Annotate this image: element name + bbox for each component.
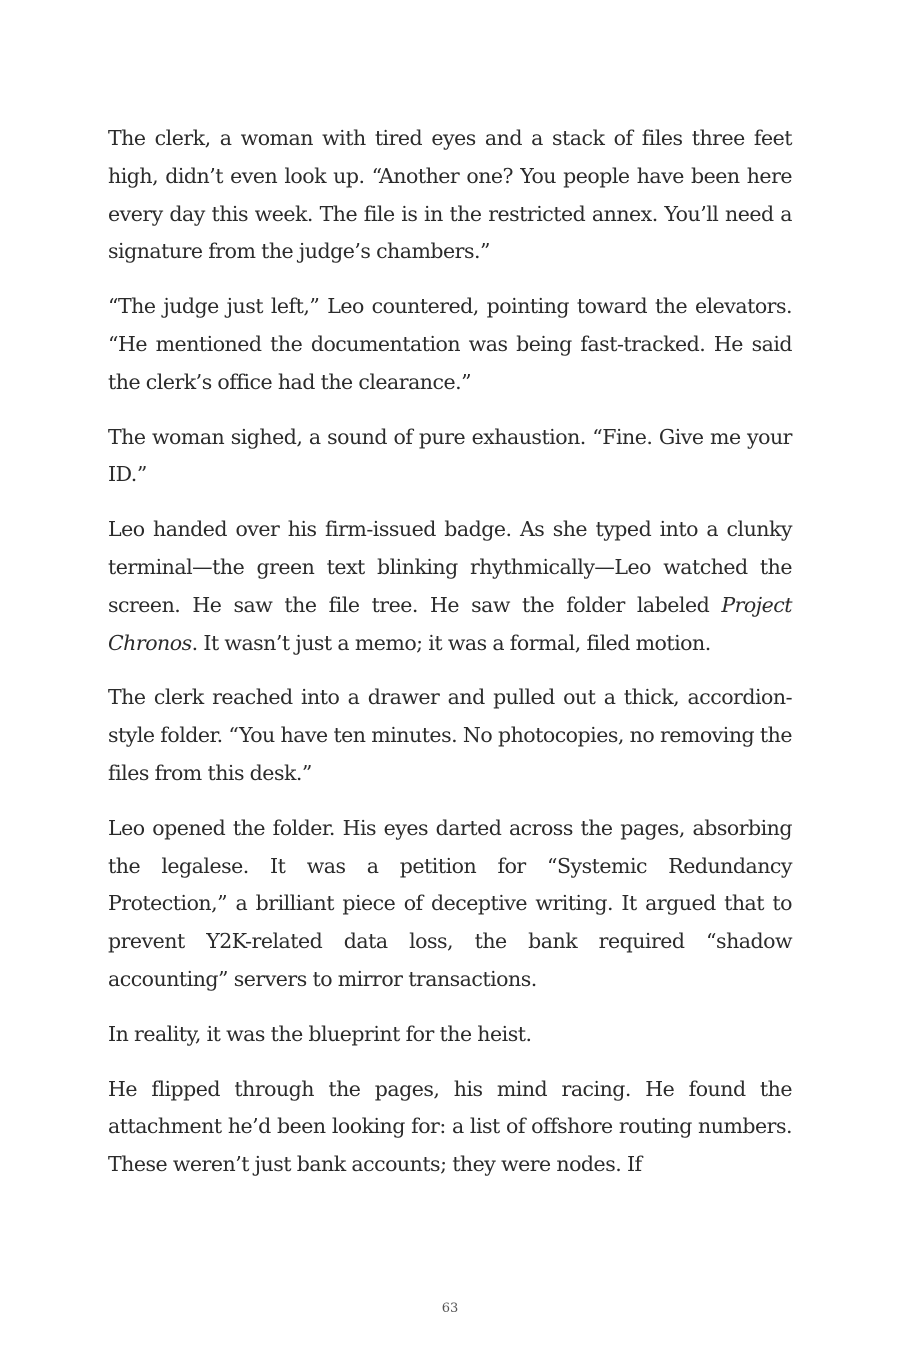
text-run: . It wasn’t just a memo; it was a formal, filed motion. xyxy=(191,630,711,655)
text-run: Leo handed over his firm-issued badge. As she typed into a clunky terminal—the green text blinking rhythmically—Leo watched the screen. He saw the file tree. He saw the folder labeled xyxy=(108,517,792,617)
paragraph xyxy=(108,1071,792,1184)
paragraph xyxy=(108,511,792,662)
text-run: He flipped through the pages, his mind racing. He found the attachment he’d been looking for: a list of offshore routing numbers. These weren’t just bank accounts; they were nodes. If xyxy=(108,1076,792,1177)
paragraph xyxy=(108,120,792,271)
paragraph xyxy=(108,679,792,792)
paragraph xyxy=(108,288,792,401)
text-run: “The judge just left,” Leo countered, pointing toward the elevators. “He mentioned the documentation was being fast-tracked. He said the clerk’s office had the clearance.” xyxy=(108,294,792,394)
paragraph xyxy=(108,810,792,999)
paragraph xyxy=(108,419,792,495)
body-text xyxy=(108,120,792,1184)
text-run: The woman sighed, a sound of pure exhaustion. “Fine. Give me your ID.” xyxy=(108,424,792,487)
italic-text: Project Chronos xyxy=(108,592,792,655)
text-run: The clerk reached into a drawer and pulled out a thick, accordion-style folder. “You have ten minutes. No photocopies, no removing the files from this desk.” xyxy=(108,685,792,785)
paragraph xyxy=(108,1016,792,1054)
text-run: The clerk, a woman with tired eyes and a stack of files three feet high, didn’t even look up. “Another one? You people have been here every day this week. The file is in the restricted annex. You’ll need a signature from the judge’s chambers.” xyxy=(108,126,792,264)
page-number: 63 xyxy=(441,1301,459,1316)
text-run: Leo opened the folder. His eyes darted across the pages, absorbing the legalese. It was a petition for “Systemic Redundancy Protection,” a brilliant piece of deceptive writing. It argued that to prevent Y2K-related data loss, the bank required “shadow accounting” servers to mirror transactions. xyxy=(108,815,792,991)
text-run: In reality, it was the blueprint for the heist. xyxy=(108,1021,532,1046)
